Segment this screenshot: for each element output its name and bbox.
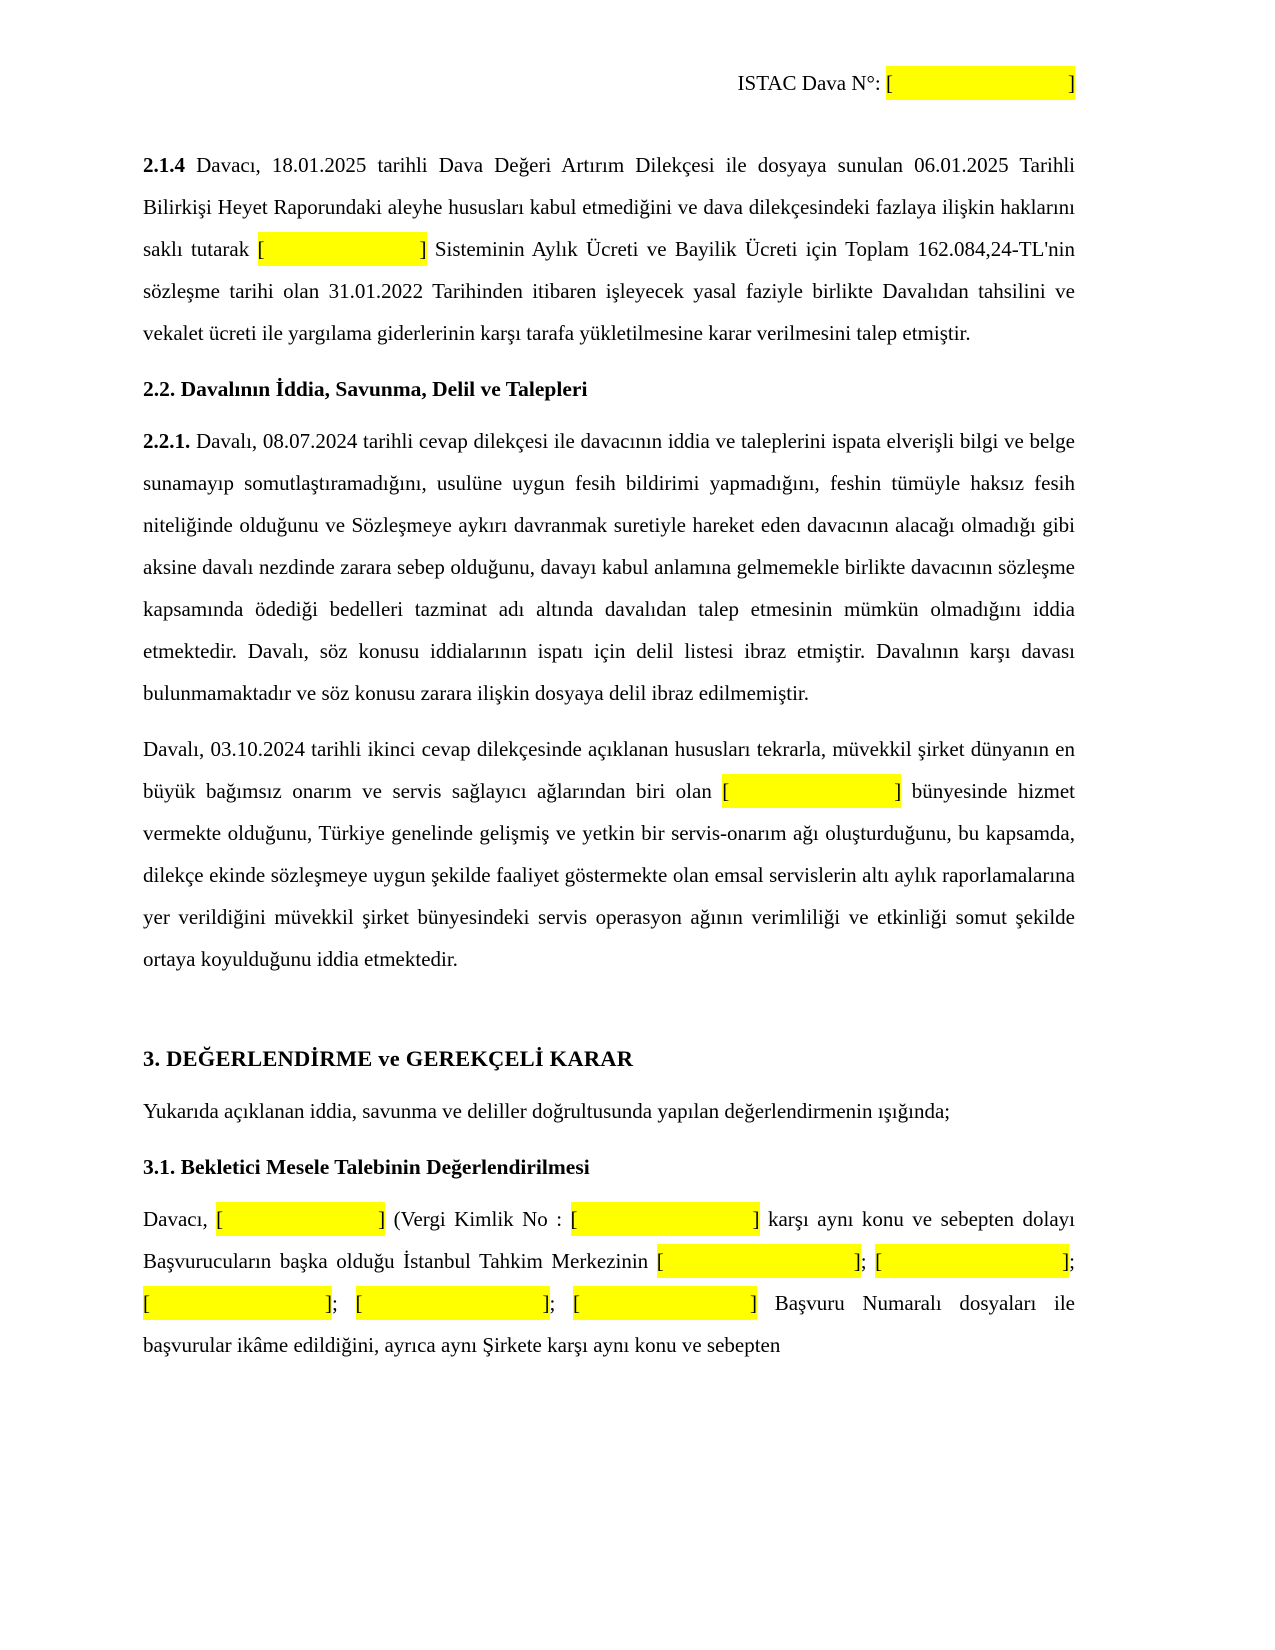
paragraph-2-2-1: 2.2.1. Davalı, 08.07.2024 tarihli cevap dilekçesi ile davacının iddia ve taleplerini ispata elverişli bilgi ve belge sunamayıp somutlaştıramadığını, usulüne uygun fesih bildirimi yapmadığını, feshin tümüyle haksız fesih niteliğinde olduğunu ve Sözleşmeye aykırı davranmak suretiyle hareket eden davacının alacağı olmadığı gibi aksine davalı nezdinde zarara sebep olduğunu, davayı kabul anlamına gelmemekle birlikte davacının sözleşme kapsamında ödediği bedelleri tazminat adı altında davalıdan talep etmesinin mümkün olmadığını iddia etmektedir. Davalı, söz konusu iddialarının ispatı için delil listesi ibraz etmiştir. Davalının karşı davası bulunmamaktadır ve söz konusu zarara ilişkin dosyaya delil ibraz edilmemiştir. (143, 429, 1075, 705)
bold-run: 2.2.1. (143, 429, 196, 453)
redaction-highlight: [ ] (657, 1244, 861, 1278)
redaction-gap (578, 1225, 753, 1226)
redaction-gap (223, 1225, 378, 1226)
redaction-highlight: [ ] (258, 232, 427, 266)
redaction-gap (664, 1267, 854, 1268)
redaction-gap (265, 255, 420, 256)
case-number-header: ISTAC Dava N°: [ ] (143, 68, 1075, 98)
paragraph-pending-issue: Davacı, [ ] (Vergi Kimlik No : [ ] karşı aynı konu ve sebepten dolayı Başvurucuların başka olduğu İstanbul Tahkim Merkezinin [ ]; [ ]; [ ]; [ ]; [ ] Başvuru Numaralı dosyaları ile başvurular ikâme edildiğini, ayrıca aynı Şirkete karşı aynı konu ve sebepten (143, 1198, 1075, 1366)
paragraph-2-1-4: 2.1.4 Davacı, 18.01.2025 tarihli Dava Değeri Artırım Dilekçesi ile dosyaya sunulan 06.01.2025 Tarihli Bilirkişi Heyet Raporundaki aleyhe hususları kabul etmediğini ve dava dilekçesindeki fazlaya ilişkin haklarını saklı tutarak [ ] Sisteminin Aylık Ücreti ve Bayilik Ücreti için Toplam 162.084,24-TL'nin sözleşme tarihi olan 31.01.2022 Tarihinden itibaren işleyecek yasal faziyle birlikte Davalıdan tahsilini ve vekalet ücreti ile yargılama giderlerinin karşı tarafa yükletilmesine karar verilmesini talep etmiştir. (143, 153, 1075, 345)
redaction-gap (729, 797, 894, 798)
section-heading-3-1: 3.1. Bekletici Mesele Talebinin Değerlendirilmesi (143, 1155, 590, 1179)
redaction-highlight: [ ] (722, 774, 901, 808)
redaction-gap (580, 1309, 750, 1310)
redaction-highlight: [ ] (356, 1286, 550, 1320)
paragraph-second-reply: Davalı, 03.10.2024 tarihli ikinci cevap dilekçesinde açıklanan hususları tekrarla, müvekkil şirket dünyanın en büyük bağımsız onarım ve servis sağlayıcı ağlarından biri olan [ ] bünyesinde hizmet vermekte olduğunu, Türkiye genelinde gelişmiş ve yetkin bir servis-onarım ağı oluşturduğunu, bu kapsamda, dilekçe ekinde sözleşmeye uygun şekilde faaliyet göstermekte olan emsal servislerin altı aylık raporlamalarına yer verildiğini müvekkil şirket bünyesindeki servis operasyon ağının verimliliği ve etkinliği somut şekilde ortaya koyulduğunu iddia etmektedir. (143, 737, 1075, 971)
redaction-gap (150, 1309, 325, 1310)
redaction-highlight: [ ] (143, 1286, 332, 1320)
section-heading-2-2: 2.2. Davalının İddia, Savunma, Delil ve Talepleri (143, 377, 588, 401)
redaction-highlight: [ ] (216, 1202, 385, 1236)
redaction-highlight: [ ] (573, 1286, 757, 1320)
redaction-highlight: [ ] (571, 1202, 760, 1236)
redaction-gap (882, 1267, 1062, 1268)
redaction-highlight: [ ] (886, 66, 1075, 100)
paragraph-evaluation-intro: Yukarıda açıklanan iddia, savunma ve deliller doğrultusunda yapılan değerlendirmenin ışığında; (143, 1099, 951, 1123)
redaction-gap (363, 1309, 543, 1310)
bold-run: 2.1.4 (143, 153, 197, 177)
redaction-gap (893, 89, 1068, 90)
redaction-highlight: [ ] (875, 1244, 1069, 1278)
section-heading-3: 3. DEĞERLENDİRME ve GEREKÇELİ KARAR (143, 1046, 634, 1071)
